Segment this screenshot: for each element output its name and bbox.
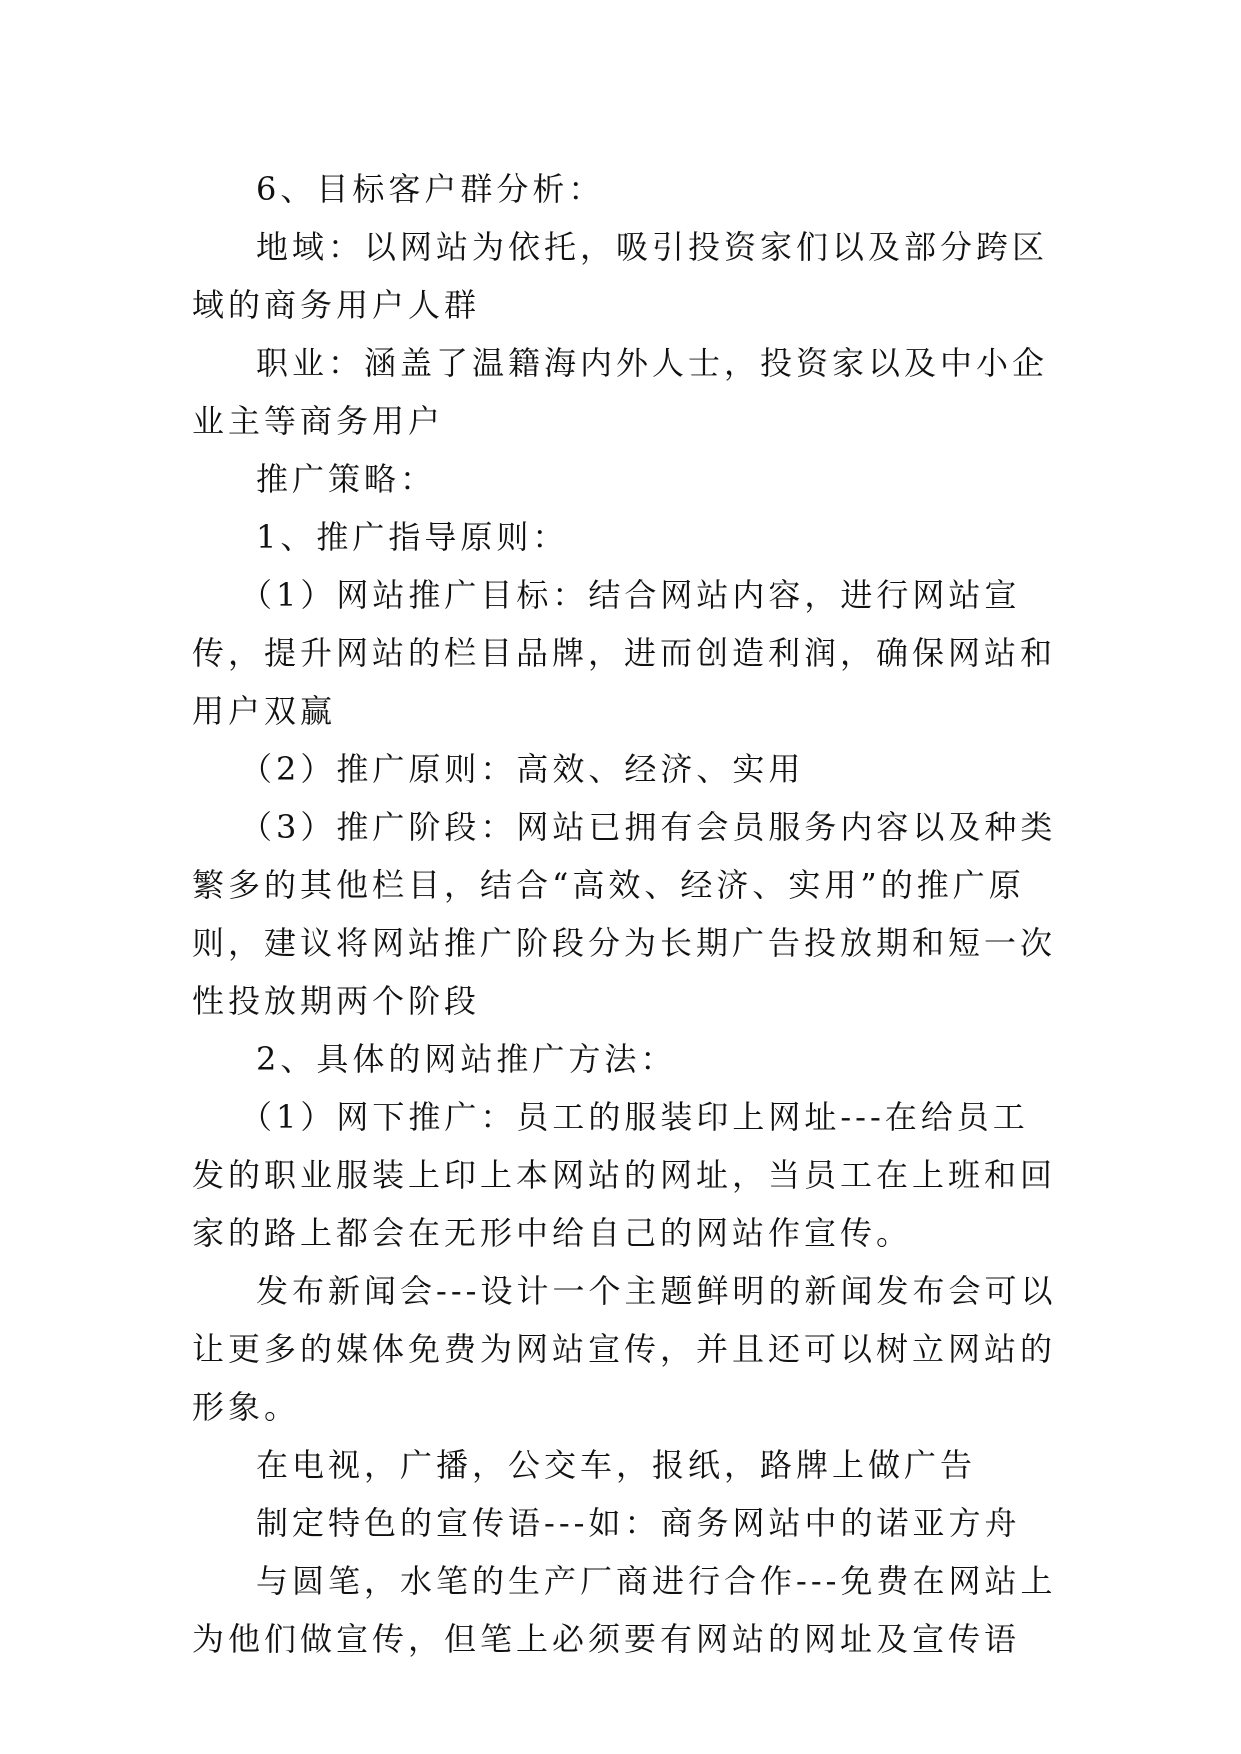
paragraph-target-customer-heading: 6、目标客户群分析： <box>256 170 605 208</box>
paragraph-offline-promotion: （1）网下推广：员工的服装印上网址---在给员工发的职业服装上印上本网站的网址，当员工在上班和回家的路上都会在无形中给自己的网站作宣传。 <box>192 1098 1057 1252</box>
document-body <box>192 160 1058 1668</box>
paragraph-promotion-stage: （3）推广阶段：网站已拥有会员服务内容以及种类繁多的其他栏目，结合“高效、经济、实用”的推广原则，建议将网站推广阶段分为长期广告投放期和短一次性投放期两个阶段 <box>192 808 1057 1020</box>
paragraph-pen-cooperation: 与圆笔，水笔的生产厂商进行合作---免费在网站上为他们做宣传，但笔上必须要有网站的网址及宣传语 <box>192 1562 1057 1658</box>
paragraph-region: 地域：以网站为依托，吸引投资家们以及部分跨区域的商务用户人群 <box>192 228 1049 324</box>
paragraph-slogan: 制定特色的宣传语---如：商务网站中的诺亚方舟 <box>256 1504 1021 1542</box>
paragraph-promotion-strategy-heading: 推广策略： <box>256 460 437 498</box>
paragraph-occupation: 职业：涵盖了温籍海内外人士，投资家以及中小企业主等商务用户 <box>192 344 1049 440</box>
paragraph-media-ads: 在电视，广播，公交车，报纸，路牌上做广告 <box>256 1446 977 1484</box>
paragraph-promotion-principle: （2）推广原则：高效、经济、实用 <box>240 750 805 788</box>
paragraph-promotion-goal: （1）网站推广目标：结合网站内容，进行网站宣传，提升网站的栏目品牌，进而创造利润，确保网站和用户双赢 <box>192 576 1057 730</box>
paragraph-press-conference: 发布新闻会---设计一个主题鲜明的新闻发布会可以让更多的媒体免费为网站宣传，并且还可以树立网站的形象。 <box>192 1272 1057 1426</box>
paragraph-methods-heading: 2、具体的网站推广方法： <box>256 1040 677 1078</box>
paragraph-guiding-principles-heading: 1、推广指导原则： <box>256 518 569 556</box>
